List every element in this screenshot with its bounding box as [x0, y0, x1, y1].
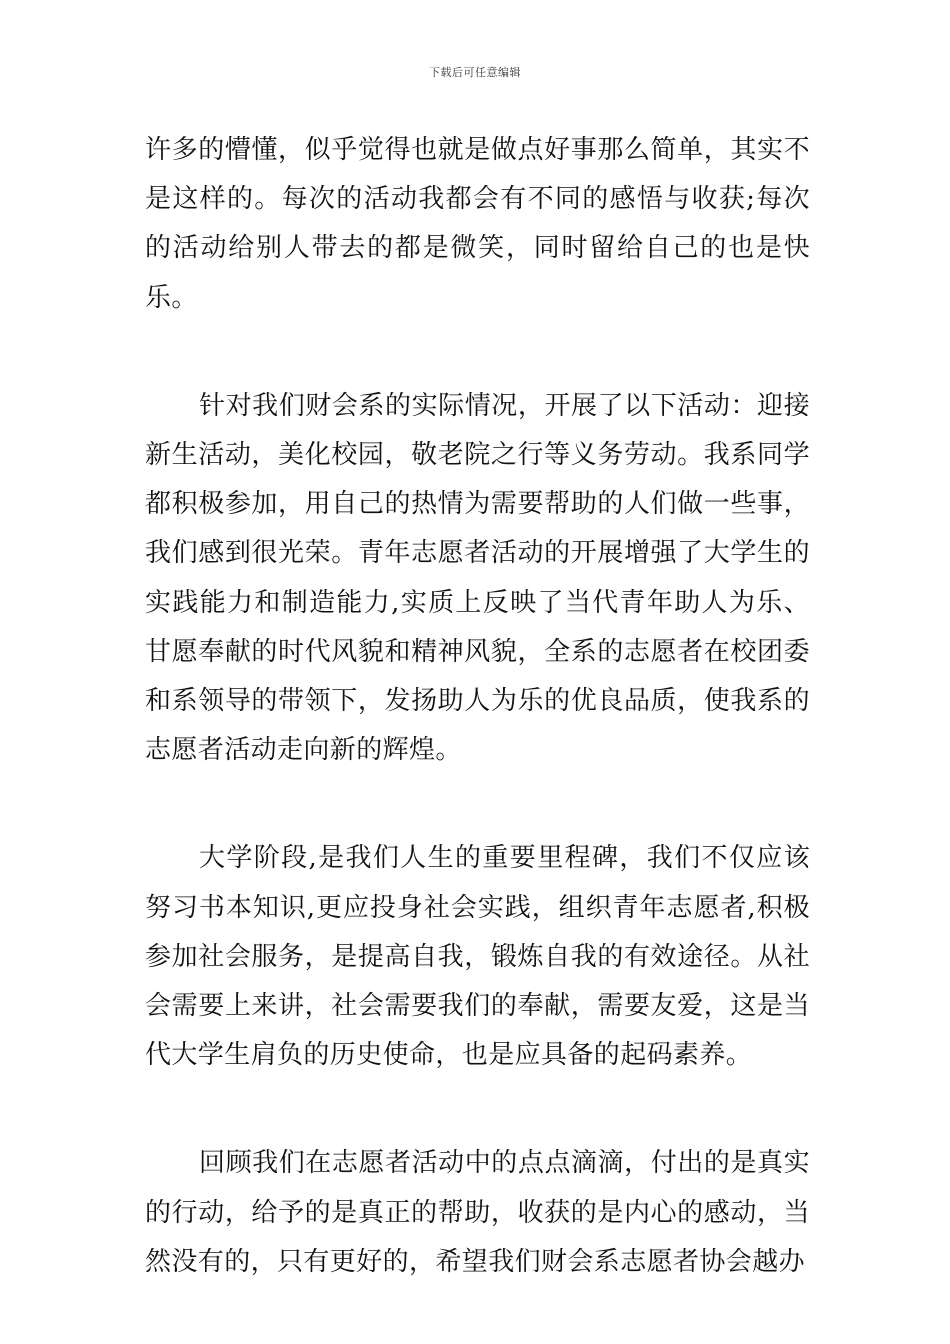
paragraph-continuation: 许多的懵懂，似乎觉得也就是做点好事那么简单，其实不是这样的。每次的活动我都会有不同的感悟与收获;每次的活动给别人带去的都是微笑，同时留给自己的也是快乐。: [145, 135, 810, 313]
paragraph-university-stage: 大学阶段,是我们人生的重要里程碑，我们不仅应该努习书本知识,更应投身社会实践，组织青年志愿者,积极参加社会服务，是提高自我，锻炼自我的有效途径。从社会需要上来讲，社会需要我们的奉献，需要友爱，这是当代大学生肩负的历史使命，也是应具备的起码素养。: [145, 843, 810, 1071]
paragraph-spacer: [145, 1080, 810, 1139]
document-body: [145, 126, 810, 1287]
paragraph-activities: 针对我们财会系的实际情况，开展了以下活动：迎接新生活动，美化校园，敬老院之行等义务劳动。我系同学都积极参加，用自己的热情为需要帮助的人们做一些事，我们感到很光荣。青年志愿者活动的开展增强了大学生的实践能力和制造能力,实质上反映了当代青年助人为乐、甘愿奉献的时代风貌和精神风貌，全系的志愿者在校团委和系领导的带领下，发扬助人为乐的优良品质，使我系的志愿者活动走向新的辉煌。: [145, 390, 810, 766]
paragraph-spacer: [145, 775, 810, 834]
paragraph-spacer: [145, 323, 810, 382]
paragraph-review: 回顾我们在志愿者活动中的点点滴滴，付出的是真实的行动，给予的是真正的帮助，收获的是内心的感动，当然没有的，只有更好的，希望我们财会系志愿者协会越办: [145, 1148, 810, 1277]
page-header: 下载后可任意编辑: [429, 66, 521, 79]
